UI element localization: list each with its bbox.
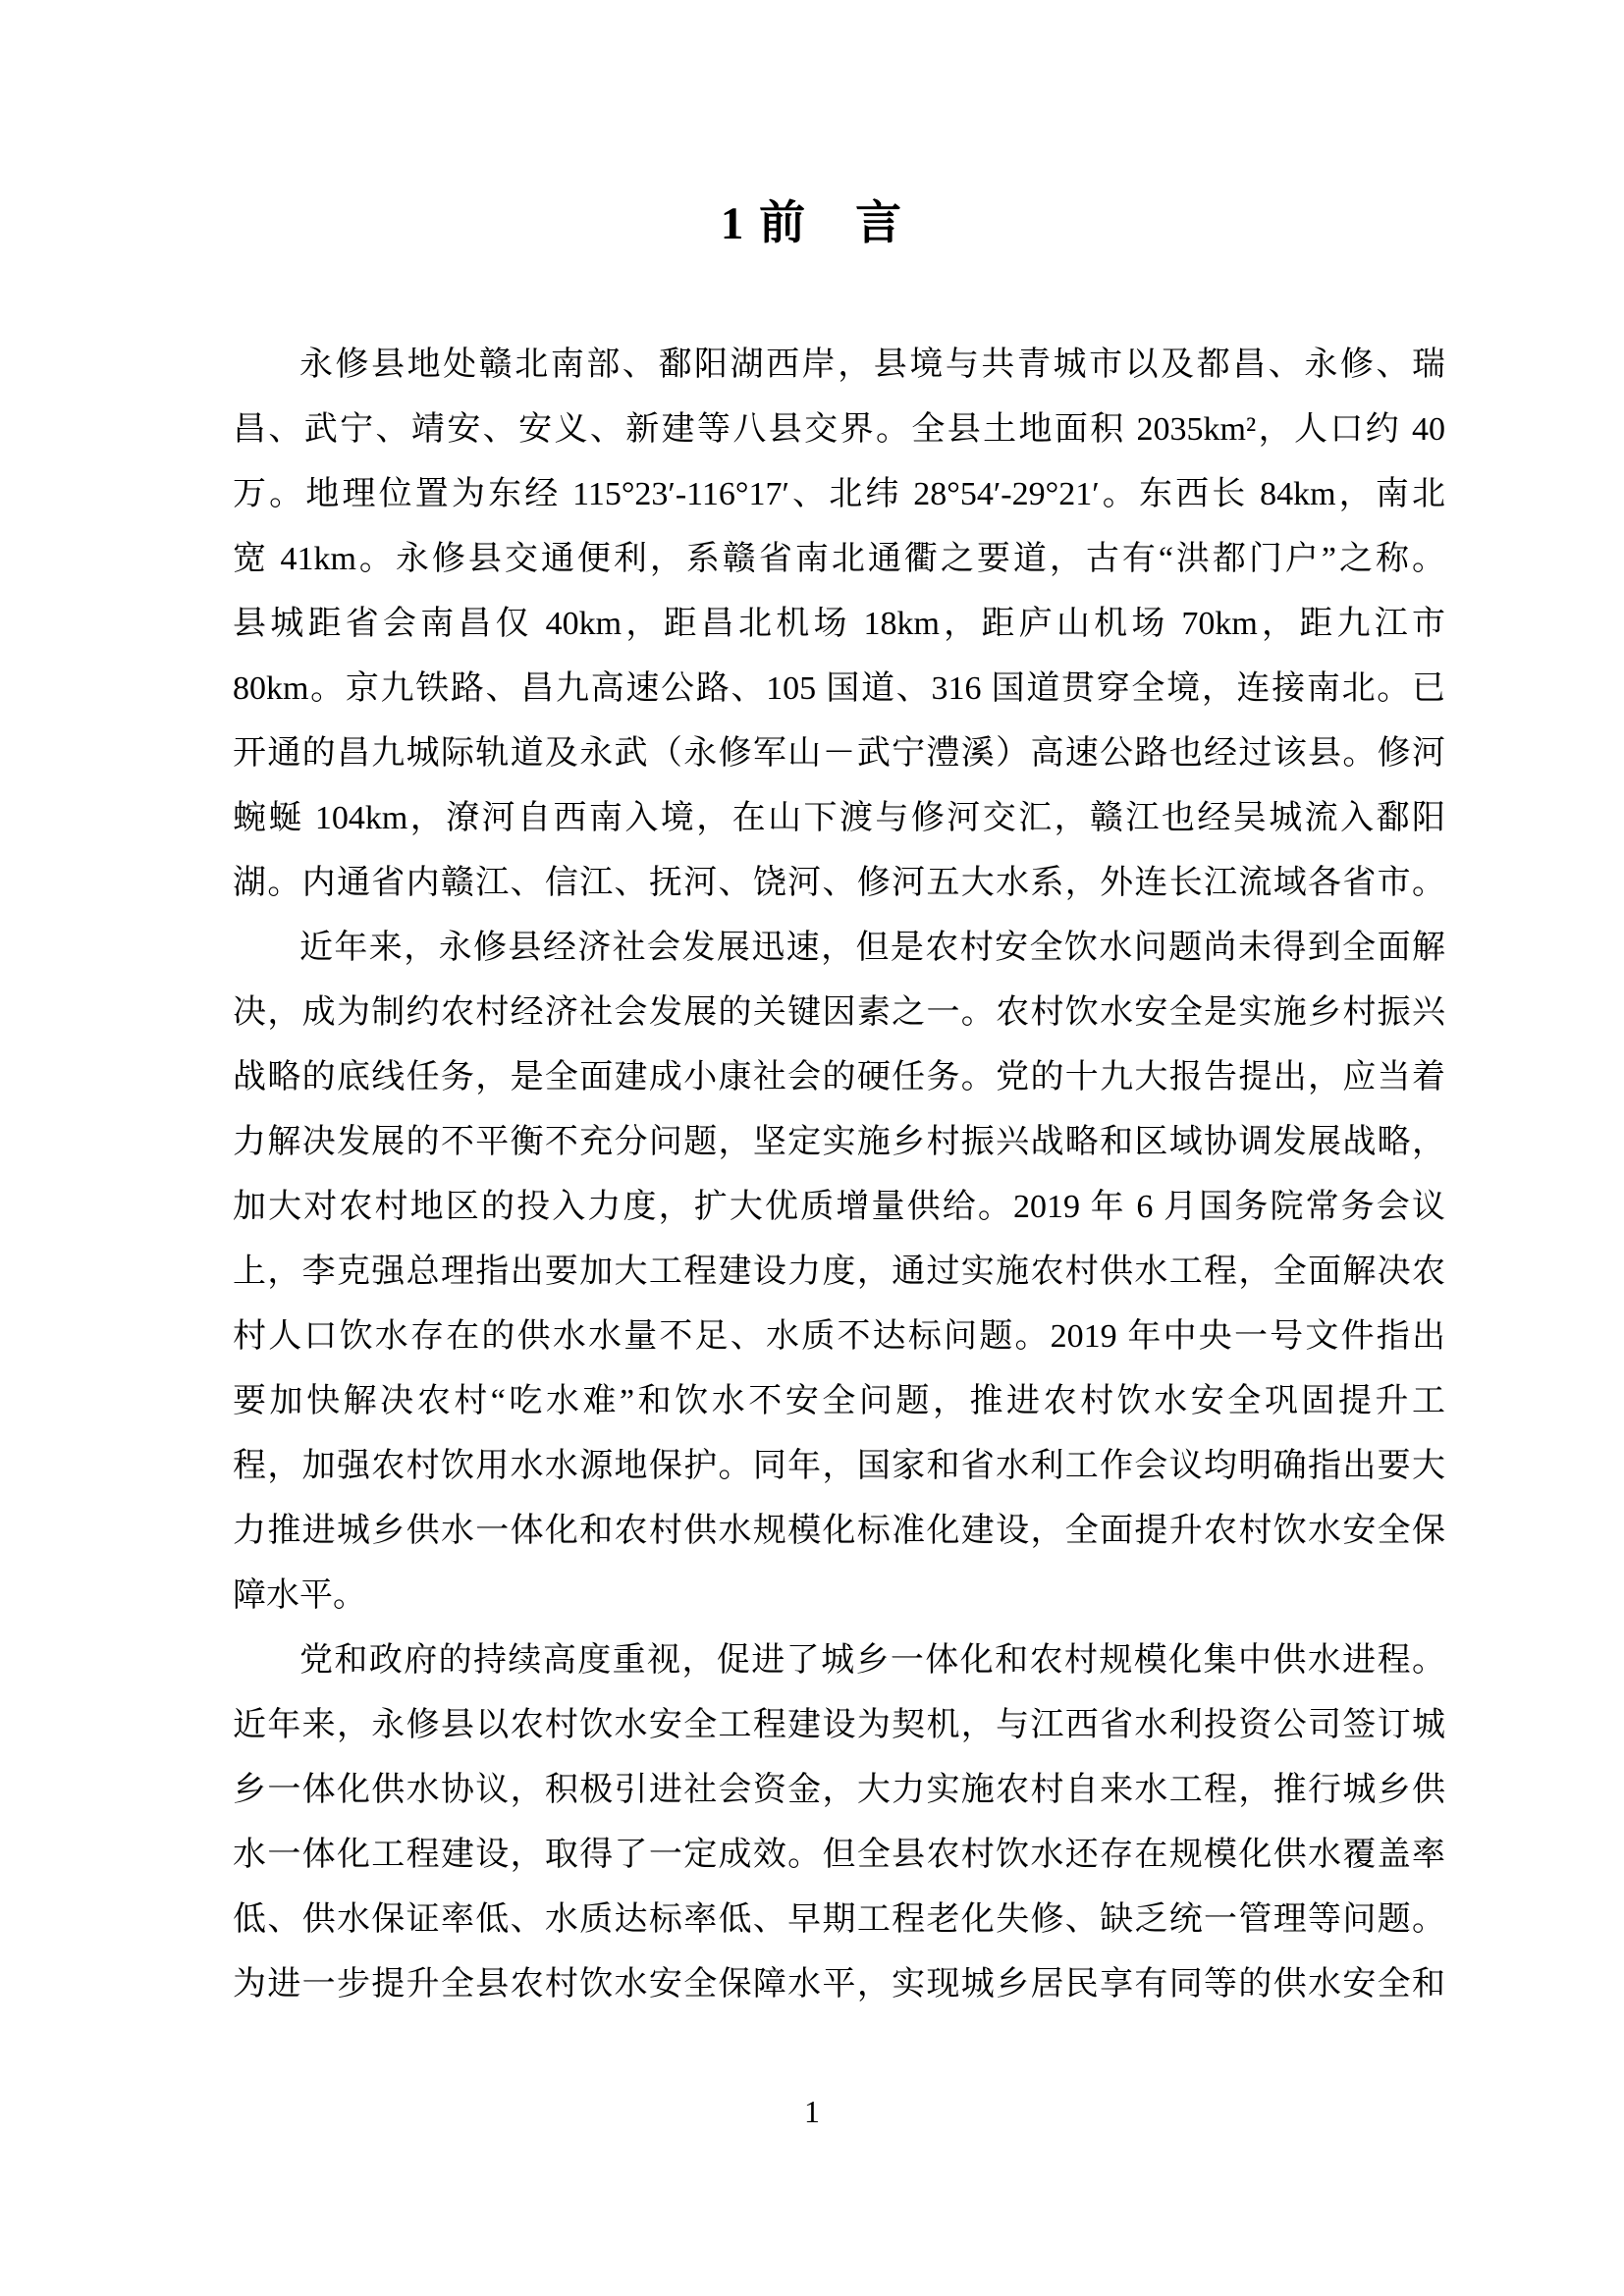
text-line: 为进一步提升全县农村饮水安全保障水平，实现城乡居民享有同等的供水安全和 (233, 1966, 1445, 2002)
text-line: 决，成为制约农村经济社会发展的关键因素之一。农村饮水安全是实施乡村振兴 (233, 994, 1445, 1031)
paragraph (233, 1629, 1445, 2017)
text-line: 低、供水保证率低、水质达标率低、早期工程老化失修、缺乏统一管理等问题。 (233, 1901, 1445, 1938)
text-line: 乡一体化供水协议，积极引进社会资金，大力实施农村自来水工程，推行城乡供 (233, 1772, 1445, 1808)
text-line: 近年来，永修县经济社会发展迅速，但是农村安全饮水问题尚未得到全面解 (299, 930, 1445, 966)
text-line: 近年来，永修县以农村饮水安全工程建设为契机，与江西省水利投资公司签订城 (233, 1707, 1445, 1743)
page-number: 1 (804, 2094, 820, 2129)
text-line: 县城距省会南昌仅 40km，距昌北机场 18km，距庐山机场 70km，距九江市 (233, 606, 1445, 642)
text-line: 力推进城乡供水一体化和农村供水规模化标准化建设，全面提升农村饮水安全保 (233, 1513, 1445, 1549)
text-line: 村人口饮水存在的供水水量不足、水质不达标问题。2019 年中央一号文件指出 (233, 1318, 1445, 1355)
text-line: 党和政府的持续高度重视，促进了城乡一体化和农村规模化集中供水进程。 (299, 1642, 1445, 1679)
text-line: 蜿蜒 104km，潦河自西南入境，在山下渡与修河交汇，赣江也经吴城流入鄱阳 (233, 800, 1445, 836)
paragraph (233, 916, 1445, 1629)
paragraph (233, 333, 1445, 916)
text-line: 水一体化工程建设，取得了一定成效。但全县农村饮水还存在规模化供水覆盖率 (233, 1837, 1445, 1873)
text-line: 障水平。 (233, 1577, 366, 1614)
text-line: 万。地理位置为东经 115°23′-116°17′、北纬 28°54′-29°21′。东西长 84km，南北 (233, 476, 1445, 512)
text-line: 上，李克强总理指出要加大工程建设力度，通过实施农村供水工程，全面解决农 (233, 1254, 1445, 1290)
text-line: 永修县地处赣北南部、鄱阳湖西岸，县境与共青城市以及都昌、永修、瑞 (299, 347, 1445, 383)
text-line: 战略的底线任务，是全面建成小康社会的硬任务。党的十九大报告提出，应当着 (233, 1059, 1445, 1095)
text-line: 开通的昌九城际轨道及永武（永修军山－武宁澧溪）高速公路也经过该县。修河 (233, 735, 1445, 772)
text-line: 昌、武宁、靖安、安义、新建等八县交界。全县土地面积 2035km²，人口约 40 (233, 411, 1445, 448)
section-title: 1 前 言 (720, 198, 904, 249)
text-line: 要加快解决农村“吃水难”和饮水不安全问题，推进农村饮水安全巩固提升工 (233, 1383, 1445, 1419)
text-line: 宽 41km。永修县交通便利，系赣省南北通衢之要道，古有“洪都门户”之称。 (233, 541, 1445, 577)
text-line: 80km。京九铁路、昌九高速公路、105 国道、316 国道贯穿全境，连接南北。已 (233, 670, 1445, 707)
text-line: 程，加强农村饮用水水源地保护。同年，国家和省水利工作会议均明确指出要大 (233, 1448, 1445, 1484)
text-line: 湖。内通省内赣江、信江、抚河、饶河、修河五大水系，外连长江流域各省市。 (233, 865, 1445, 901)
text-line: 加大对农村地区的投入力度，扩大优质增量供给。2019 年 6 月国务院常务会议 (233, 1189, 1445, 1225)
text-line: 力解决发展的不平衡不充分问题，坚定实施乡村振兴战略和区域协调发展战略， (233, 1124, 1445, 1160)
document-body (233, 333, 1445, 2017)
